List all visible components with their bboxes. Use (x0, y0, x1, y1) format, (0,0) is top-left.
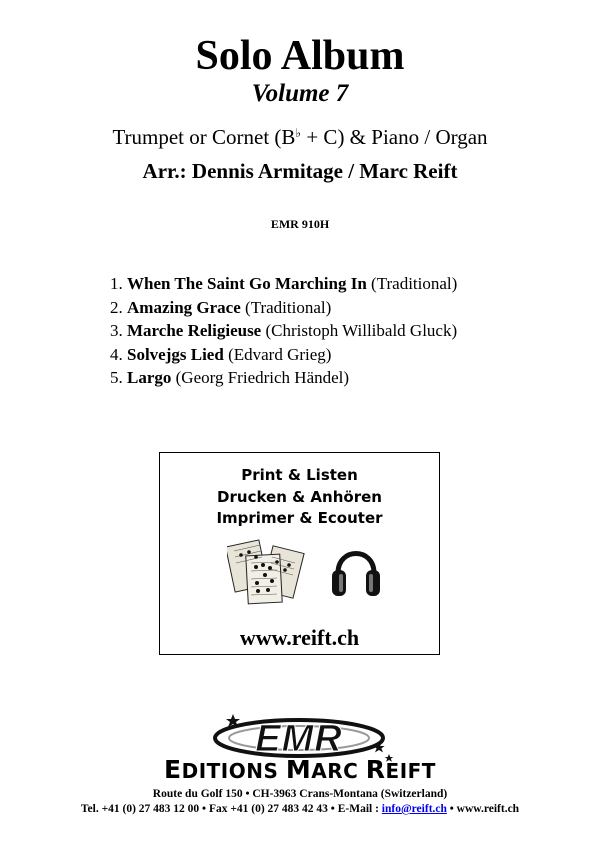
track-title: Solvejgs Lied (127, 344, 224, 364)
brand-arc: ARC (311, 759, 366, 783)
instrumentation-suffix: + C) & Piano / Organ (301, 125, 488, 149)
track-title: Amazing Grace (127, 297, 241, 317)
album-title: Solo Album (195, 33, 405, 79)
track-item (110, 343, 550, 367)
instrumentation (0, 120, 600, 150)
sheet-music-icon (227, 535, 307, 607)
contact-phone-fax: Tel. +41 (0) 27 483 12 00 • Fax +41 (0) 27 483 42 43 • E-Mail : (80, 803, 382, 815)
volume-subtitle: Volume 7 (251, 80, 349, 107)
track-composer: (Traditional) (245, 297, 332, 317)
promo-line-french: Imprimer & Ecouter (216, 509, 383, 527)
svg-text:EMR: EMR (255, 718, 343, 760)
track-list (110, 272, 550, 390)
track-number: 1. (110, 274, 123, 293)
contact-website: • www.reift.ch (446, 803, 520, 815)
headphones-icon (330, 537, 382, 605)
track-item (110, 296, 550, 320)
track-composer: (Edvard Grieg) (228, 344, 332, 364)
publisher-contact (0, 802, 600, 816)
track-item (110, 272, 550, 296)
catalog-code: EMR 910H (270, 217, 330, 231)
track-number: 2. (110, 297, 123, 317)
track-title: Largo (127, 368, 172, 387)
track-title: When The Saint Go Marching In (127, 274, 367, 293)
instrumentation-prefix: Trumpet or Cornet (B (112, 125, 296, 149)
publisher-address: Route du Golf 150 • CH-3963 Crans-Montana (Switzerland) (152, 788, 448, 800)
brand-eift: EIFT (385, 759, 436, 783)
arranger: Arr.: Dennis Armitage / Marc Reift (142, 159, 458, 183)
track-title: Marche Religieuse (127, 321, 262, 340)
track-item (110, 319, 550, 343)
flat-symbol: ♭ (295, 126, 302, 140)
track-composer: (Traditional) (371, 274, 458, 293)
brand-initial-m: M (285, 755, 312, 784)
promo-line-german: Drucken & Anhören (217, 488, 382, 506)
track-composer: (Christoph Willibald Gluck) (265, 321, 458, 340)
brand-ditions: DITIONS (181, 759, 286, 783)
print-listen-box[interactable] (159, 452, 440, 655)
email-link[interactable]: info@reift.ch (381, 803, 447, 815)
track-composer: (Georg Friedrich Händel) (175, 368, 350, 387)
publisher-name (0, 755, 600, 784)
track-number: 4. (110, 344, 123, 364)
brand-initial-r: R (365, 755, 386, 784)
promo-line-english: Print & Listen (241, 466, 358, 484)
track-item (110, 366, 550, 390)
track-number: 5. (110, 368, 123, 387)
brand-initial-e: E (164, 755, 182, 784)
track-number: 3. (110, 321, 123, 340)
promo-url-link[interactable]: www.reift.ch (239, 625, 360, 650)
